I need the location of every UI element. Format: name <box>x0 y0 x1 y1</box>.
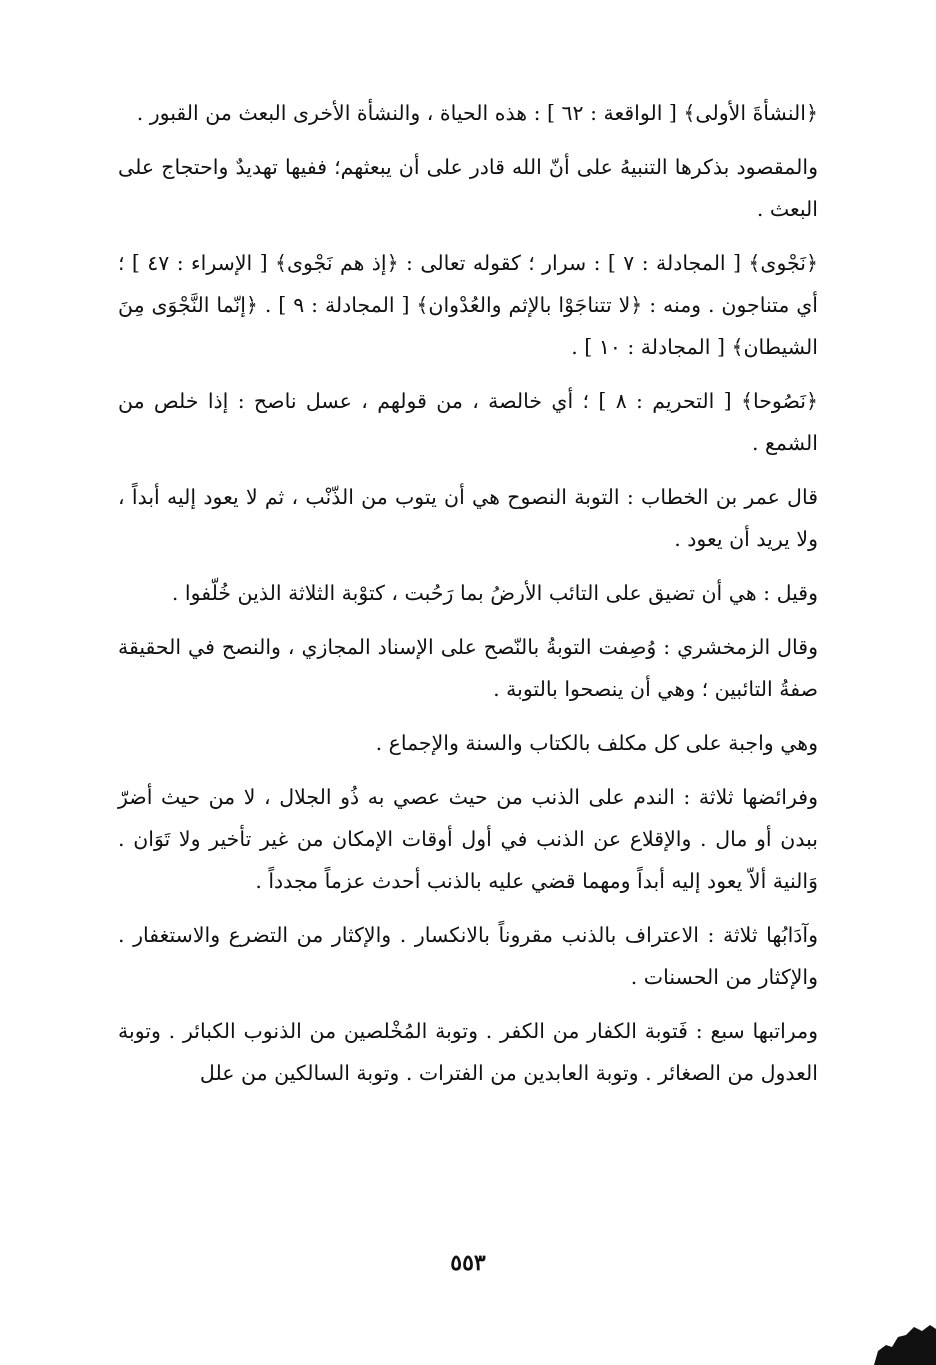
paragraph-maqsud: والمقصود بذكرها التنبيهُ على أنّ الله قادر على أن يبعثهم؛ ففيها تهديدٌ واحتجاج على البعث . <box>118 155 818 221</box>
paragraph-najwa: ﴿نَجْوى﴾ [ المجادلة : ٧ ] : سرار ؛ كقوله تعالى : ﴿إذ هم نَجْوى﴾ [ الإسراء : ٤٧ ] ؛ أي متناجون . ومنه : ﴿لا تتناجَوْا بالإثم والعُدْوان﴾ [ المجادلة : ٩ ] . ﴿إنّما النَّجْوَى مِنَ الشيطان﴾ [ المجادلة : ١٠ ] . <box>118 251 819 359</box>
body-text <box>118 92 818 1106</box>
paragraph-nashaa: ﴿النشأةَ الأولى﴾ [ الواقعة : ٦٢ ] : هذه الحياة ، والنشأة الأخرى البعث من القبور . <box>136 101 818 125</box>
paragraph-umar: قال عمر بن الخطاب : التوبة النصوح هي أن يتوب من الذّنْب ، ثم لا يعود إليه أبداً ، ولا يريد أن يعود . <box>118 485 818 551</box>
paragraph-faraid: وفرائضها ثلاثة : الندم على الذنب من حيث عصي به ذُو الجلال ، لا من حيث أضرّ ببدن أو مال . والإقلاع عن الذنب في أول أوقات الإمكان من غير تأخير ولا تَوَان . وَالنية ألاّ يعود إليه أبداً ومهما قضي عليه بالذنب أحدث عزماً مجدداً . <box>118 785 818 893</box>
paragraph-zamakhshari: وقال الزمخشري : وُصِفت التوبةُ بالنّصح على الإسناد المجازي ، والنصح في الحقيقة صفةُ التائبين ؛ وهي أن ينصحوا بالتوبة . <box>118 635 818 701</box>
paragraph-adab: وآدَابُها ثلاثة : الاعتراف بالذنب مقروناً بالانكسار . والإكثار من التضرع والاستغفار . والإكثار من الحسنات . <box>118 923 818 989</box>
paragraph-qila: وقيل : هي أن تضيق على التائب الأرضُ بما رَحُبت ، كتوْبة الثلاثة الذين خُلّفوا . <box>171 581 818 605</box>
page-number: ٥٥٣ <box>450 1250 486 1276</box>
paragraph-wajiba: وهي واجبة على كل مكلف بالكتاب والسنة والإجماع . <box>375 731 818 755</box>
scan-shadow-icon <box>868 1323 936 1365</box>
paragraph-nasuha: ﴿نَصُوحا﴾ [ التحريم : ٨ ] ؛ أي خالصة ، من قولهم ، عسل ناصح : إذا خلص من الشمع . <box>118 389 818 455</box>
paragraph-maratib: ومراتبها سبع : فَتوبة الكفار من الكفر . وتوبة المُخْلصين من الذنوب الكبائر . وتوبة العدول من الصغائر . وتوبة العابدين من الفترات . وتوبة السالكين من علل <box>118 1019 818 1085</box>
